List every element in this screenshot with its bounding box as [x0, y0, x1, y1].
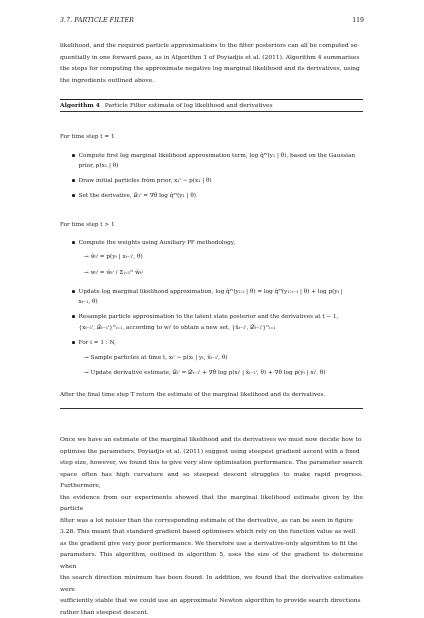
algorithm-caption: [60, 100, 363, 111]
list-item: Update log marginal likelihood approximation, log q̂ᴾᶠ(y₁:ₜ | θ) = log q̂ᴾᶠ(y₁:ₜ₋₁ | θ) + log p(yₜ |: [72, 289, 343, 295]
bullet-icon: [72, 241, 75, 244]
bullet-icon: [72, 315, 75, 318]
page-number: 119: [352, 17, 364, 24]
text-line: sufficiently stable that we could use an approximate Newton algorithm to provide search directions: [60, 595, 363, 607]
list-item: Set the derivative, 𝒟₁ⁱ = ∇θ log q̂ᴾᶠ(y₁ | θ): [72, 193, 196, 200]
bottom-rule: [60, 408, 363, 409]
algorithm-label: Algorithm 4: [60, 102, 100, 109]
list-item-continuation: xₜ₋₁, θ): [79, 299, 98, 305]
bullet-icon: [72, 179, 75, 182]
text-line: rather than steepest descent.: [60, 607, 363, 618]
main-paragraph: [60, 434, 363, 618]
text-line: the steps for computing the approximate negative log marginal likelihood and its derivatives, using: [60, 63, 363, 75]
bullet-icon: [72, 194, 75, 197]
running-header: [60, 17, 364, 27]
list-item: Compute the weights using Auxiliary PF methodology,: [72, 240, 235, 246]
bullet-icon: [72, 341, 75, 344]
algorithm-body: [60, 112, 363, 402]
text-line: step size, however, we found this to give very slow optimisation performance. The parameter search: [60, 457, 363, 469]
list-item: Draw initial particles from prior, x₁ⁱ ∼ p(x₁ | θ): [72, 178, 212, 184]
sub-item: → Update derivative estimate, 𝒟ₜⁱ = 𝒟̃ₜ₋₁ⁱ + ∇θ log p(xₜⁱ | x̃ₜ₋₁ⁱ, θ) + ∇θ log p(yₜ | xₜⁱ, θ): [84, 370, 325, 377]
text-line: likelihood, and the required particle approximations to the filter posteriors can all be computed se-: [60, 40, 363, 52]
list-item: Compute first log marginal likelihood approximation term, log q̂ᴾᶠ(y₁ | θ), based on the Gaussian: [72, 153, 355, 159]
algorithm-footer: After the final time step T return the estimate of the marginal likelihood and its derivatives.: [60, 392, 325, 398]
list-item-continuation: prior, p(x₁ | θ): [79, 163, 119, 169]
text-line: quentially in one forward pass, as in Algorithm 1 of Poyiadjis et al. (2011). Algorithm 4 summarises: [60, 52, 363, 64]
sub-item: → w̃ₜⁱ = p(yₜ | xₜ₋₁ⁱ, θ): [84, 254, 143, 260]
algorithm-title: Particle Filter estimate of log likelihood and derivatives: [105, 102, 273, 109]
text-line: the ingredients outlined above.: [60, 75, 363, 87]
text-line: optimise the parameters. Poyiadjis et al. (2011) suggest using steepest gradient ascent with a fixed: [60, 446, 363, 458]
sub-item: → wₜⁱ = w̃ₜⁱ / Σⱼ₌₁ᴺ w̃ₜʲ: [84, 270, 143, 276]
list-item: For i = 1 : N,: [72, 340, 116, 346]
sub-item: → Sample particles at time t, xₜⁱ ∼ p(xₜ | yₜ, x̃ₜ₋₁ⁱ, θ): [84, 355, 228, 361]
bullet-icon: [72, 290, 75, 293]
step1-header: For time step t = 1: [60, 134, 115, 140]
algorithm-box: [60, 99, 363, 409]
list-item: Resample particle approximation to the latent state posterior and the derivatives at t − 1,: [72, 314, 338, 320]
text-line: filter was a lot noisier than the corresponding estimate of the derivative, as can be seen in figure: [60, 515, 363, 527]
section-title: 3.7. PARTICLE FILTER: [60, 17, 134, 24]
bullet-icon: [72, 154, 75, 157]
text-line: as the gradient give very poor performance. We therefore use a derivative-only algorithm to fit the: [60, 538, 363, 550]
text-line: Once we have an estimate of the marginal likelihood and its derivatives we must now decide how to: [60, 434, 363, 446]
text-line: 3.28. This meant that standard gradient based optimisers which rely on the function value as well: [60, 526, 363, 538]
text-line: the evidence from our experiments showed that the marginal likelihood estimate given by the particle: [60, 492, 363, 515]
intro-paragraph: [60, 40, 363, 86]
list-item-continuation: {xₜ₋₁ⁱ, 𝒟ₜ₋₁ⁱ}ᴺᵢ₌₁, according to wₜⁱ to obtain a new set, {x̃ₜ₋₁ⁱ, 𝒟̃ₜ₋₁ⁱ}ᴺᵢ₌₁: [79, 325, 276, 332]
step2-header: For time step t > 1: [60, 222, 115, 228]
text-line: parameters. This algorithm, outlined in algorithm 5, uses the size of the gradient to determine when: [60, 549, 363, 572]
text-line: the search direction minimum has been found. In addition, we found that the derivative estimates were: [60, 572, 363, 595]
text-line: space often has high curvature and so steepest descent struggles to make rapid progress. Furthermore,: [60, 469, 363, 492]
